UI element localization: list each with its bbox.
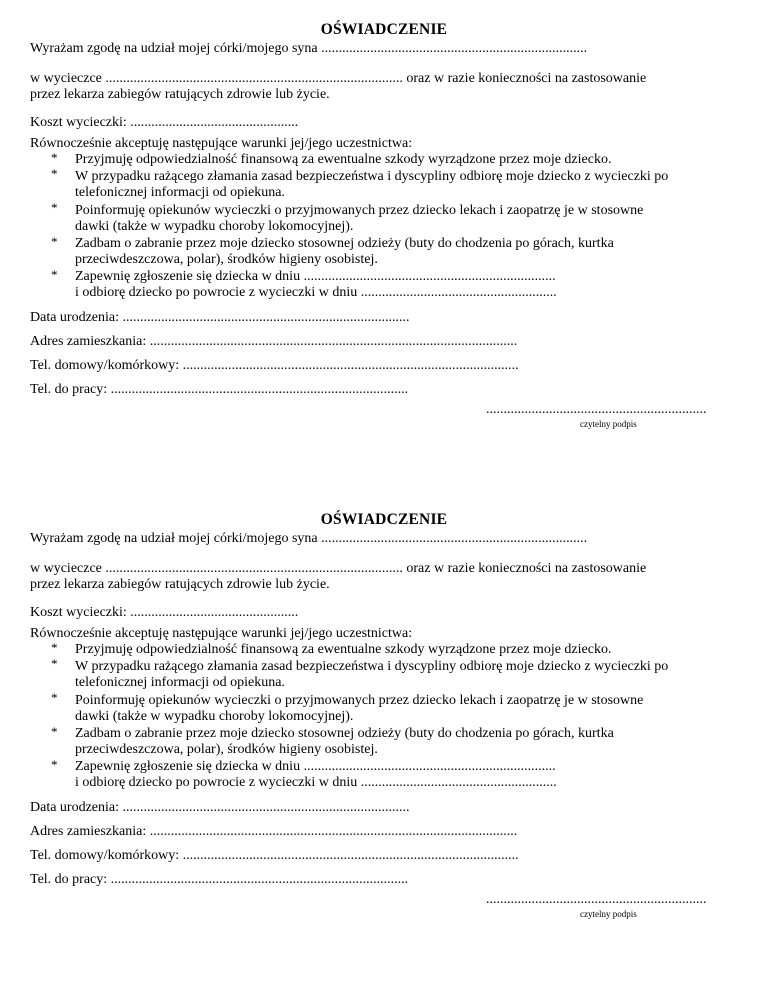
condition-5-cont: i odbiorę dziecko po powrocie z wycieczki w dniu ........................................................ — [75, 775, 557, 790]
condition-2: W przypadku rażącego złamania zasad bezpieczeństwa i dyscypliny odbiorę moje dziecko z wycieczki po — [75, 169, 669, 184]
bullet-mark: * — [51, 690, 58, 705]
trip-line-cont: przez lekarza zabiegów ratujących zdrowie lub życie. — [30, 577, 330, 592]
bullet-mark: * — [51, 267, 58, 282]
consent-line: Wyrażam zgodę na udział mojej córki/mojego syna ............................................................................ — [30, 531, 588, 546]
birth-date-line: Data urodzenia: .................................................................................. — [30, 800, 410, 815]
bullet-mark: * — [51, 200, 58, 215]
signature-label: czytelny podpis — [580, 419, 637, 429]
consent-line: Wyrażam zgodę na udział mojej córki/mojego syna ............................................................................ — [30, 41, 588, 56]
condition-1: Przyjmuję odpowiedzialność finansową za ewentualne szkody wyrządzone przez moje dziecko. — [75, 642, 612, 657]
form-title: OŚWIADCZENIE — [320, 21, 448, 38]
condition-3-cont: dawki (także w wypadku choroby lokomocyjnej). — [75, 709, 354, 724]
bullet-mark: * — [51, 757, 58, 772]
cost-line: Koszt wycieczki: ................................................ — [30, 115, 299, 130]
condition-3: Poinformuję opiekunów wycieczki o przyjmowanych przez dziecko lekach i zaopatrzę je w stosowne — [75, 203, 644, 218]
condition-5-cont: i odbiorę dziecko po powrocie z wycieczki w dniu ........................................................ — [75, 285, 557, 300]
phone-line: Tel. domowy/komórkowy: ................................................................................................ — [30, 848, 519, 863]
condition-3: Poinformuję opiekunów wycieczki o przyjmowanych przez dziecko lekach i zaopatrzę je w stosowne — [75, 693, 644, 708]
signature-line: ............................................................... — [486, 892, 707, 907]
bullet-mark: * — [51, 234, 58, 249]
address-line: Adres zamieszkania: ......................................................................................................... — [30, 824, 518, 839]
bullet-mark: * — [51, 166, 58, 181]
condition-2-cont: telefonicznej informacji od opiekuna. — [75, 185, 285, 200]
condition-2: W przypadku rażącego złamania zasad bezpieczeństwa i dyscypliny odbiorę moje dziecko z wycieczki po — [75, 659, 669, 674]
condition-1: Przyjmuję odpowiedzialność finansową za ewentualne szkody wyrządzone przez moje dziecko. — [75, 152, 612, 167]
bullet-mark: * — [51, 724, 58, 739]
trip-line: w wycieczce ..................................................................................... oraz w razie konieczności na zastosowanie — [30, 561, 647, 576]
condition-3-cont: dawki (także w wypadku choroby lokomocyjnej). — [75, 219, 354, 234]
cost-line: Koszt wycieczki: ................................................ — [30, 605, 299, 620]
conditions-intro: Równocześnie akceptuję następujące warunki jej/jego uczestnictwa: — [30, 136, 413, 151]
form-title: OŚWIADCZENIE — [320, 511, 448, 528]
declaration-form-1 — [0, 0, 768, 460]
bullet-mark: * — [51, 150, 58, 165]
work-phone-line: Tel. do pracy: ..................................................................................... — [30, 382, 409, 397]
declaration-form-2 — [0, 490, 768, 950]
signature-line: ............................................................... — [486, 402, 707, 417]
birth-date-line: Data urodzenia: .................................................................................. — [30, 310, 410, 325]
trip-line: w wycieczce ..................................................................................... oraz w razie konieczności na zastosowanie — [30, 71, 647, 86]
condition-4-cont: przeciwdeszczowa, polar), środków higieny osobistej. — [75, 252, 378, 267]
signature-label: czytelny podpis — [580, 909, 637, 919]
phone-line: Tel. domowy/komórkowy: ................................................................................................ — [30, 358, 519, 373]
trip-line-cont: przez lekarza zabiegów ratujących zdrowie lub życie. — [30, 87, 330, 102]
condition-4: Zadbam o zabranie przez moje dziecko stosownej odzieży (buty do chodzenia po górach, kurtka — [75, 726, 614, 741]
condition-4: Zadbam o zabranie przez moje dziecko stosownej odzieży (buty do chodzenia po górach, kurtka — [75, 236, 614, 251]
work-phone-line: Tel. do pracy: ..................................................................................... — [30, 872, 409, 887]
condition-2-cont: telefonicznej informacji od opiekuna. — [75, 675, 285, 690]
condition-4-cont: przeciwdeszczowa, polar), środków higieny osobistej. — [75, 742, 378, 757]
bullet-mark: * — [51, 640, 58, 655]
conditions-intro: Równocześnie akceptuję następujące warunki jej/jego uczestnictwa: — [30, 626, 413, 641]
address-line: Adres zamieszkania: ......................................................................................................... — [30, 334, 518, 349]
condition-5: Zapewnię zgłoszenie się dziecka w dniu ........................................................................ — [75, 269, 556, 284]
bullet-mark: * — [51, 656, 58, 671]
condition-5: Zapewnię zgłoszenie się dziecka w dniu ........................................................................ — [75, 759, 556, 774]
